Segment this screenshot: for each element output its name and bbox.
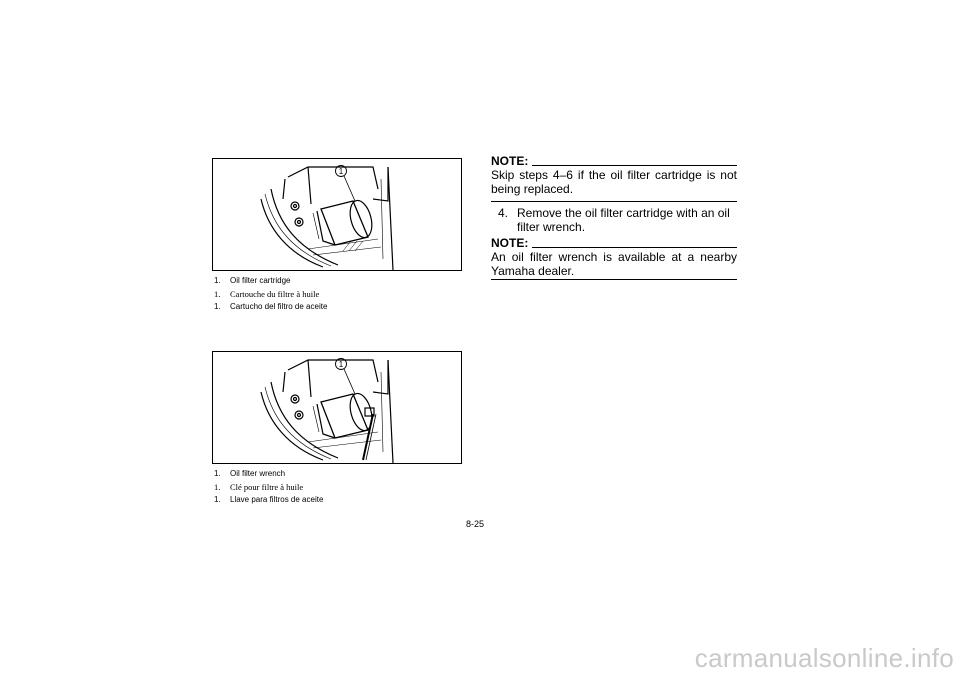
caption-number: 1.	[214, 276, 221, 285]
note-rule	[532, 165, 737, 166]
note-end-rule	[491, 201, 737, 202]
callout-label: 1	[338, 167, 344, 176]
note-label: NOTE:	[491, 154, 529, 168]
step-4	[491, 206, 737, 234]
page-number: 8-25	[466, 519, 485, 529]
caption-en	[214, 276, 290, 286]
figure-oil-filter-cartridge	[212, 158, 462, 271]
figure-oil-filter-wrench	[212, 351, 462, 464]
note-text: An oil filter wrench is available at a nearby Yamaha dealer.	[491, 250, 737, 278]
illustration-oil-filter-cartridge	[213, 159, 461, 270]
step-number: 4.	[498, 206, 509, 220]
illustration-oil-filter-wrench	[213, 352, 461, 463]
caption-text: Oil filter wrench	[230, 469, 286, 478]
caption-fr	[214, 482, 303, 492]
caption-es	[214, 495, 323, 505]
note-rule	[532, 247, 737, 248]
step-text: Remove the oil filter cartridge with an oil filter wrench.	[517, 206, 730, 234]
note-skip-steps	[491, 154, 737, 196]
caption-number: 1.	[214, 469, 221, 478]
caption-text: Cartouche du filtre à huile	[230, 289, 320, 299]
caption-text: Clé pour filtre à huile	[230, 482, 304, 492]
note-heading	[491, 154, 737, 168]
callout-label: 1	[338, 360, 344, 369]
note-end-rule	[491, 279, 737, 280]
caption-text: Cartucho del filtro de aceite	[230, 302, 328, 311]
caption-es	[214, 302, 327, 312]
caption-fr	[214, 289, 319, 299]
caption-number: 1.	[214, 482, 221, 492]
caption-number: 1.	[214, 289, 221, 299]
caption-number: 1.	[214, 302, 221, 311]
note-wrench-available	[491, 236, 737, 278]
caption-text: Llave para filtros de aceite	[230, 495, 324, 504]
note-heading	[491, 236, 737, 250]
caption-number: 1.	[214, 495, 221, 504]
watermark: carmanualsonline.info	[694, 643, 954, 673]
caption-en	[214, 469, 285, 479]
caption-text: Oil filter cartridge	[230, 276, 291, 285]
note-label: NOTE:	[491, 236, 529, 250]
note-text: Skip steps 4–6 if the oil filter cartridge is not being replaced.	[491, 168, 737, 196]
